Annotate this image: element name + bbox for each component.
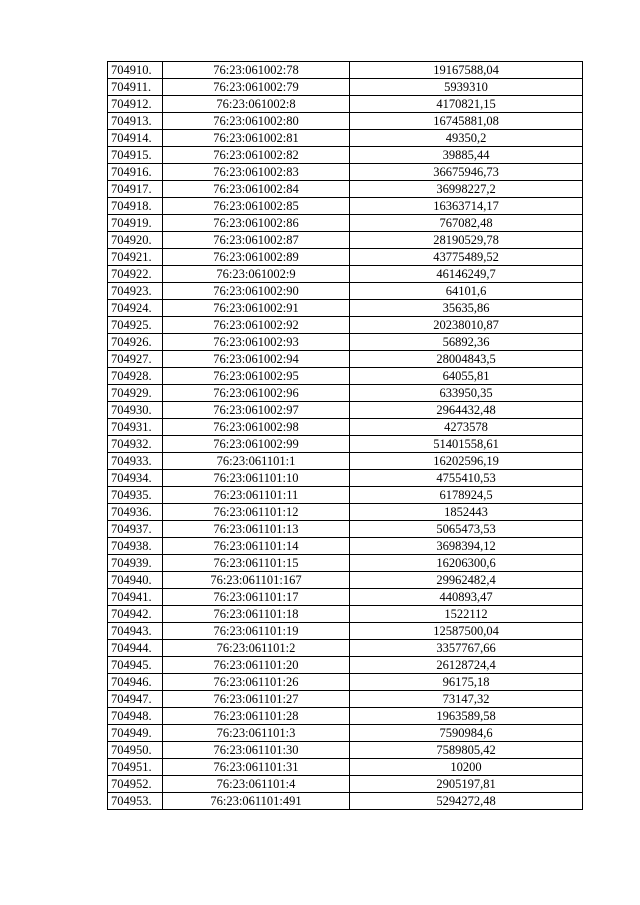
- cadastral-number-cell: 76:23:061101:19: [163, 623, 350, 640]
- cadastral-number-cell: 76:23:061002:82: [163, 147, 350, 164]
- row-number-cell: 704920.: [108, 232, 163, 249]
- table-row: [108, 215, 583, 232]
- cadastral-value-cell: 12587500,04: [350, 623, 583, 640]
- row-number-cell: 704950.: [108, 742, 163, 759]
- cadastral-number-cell: 76:23:061002:96: [163, 385, 350, 402]
- cadastral-value-cell: 4273578: [350, 419, 583, 436]
- row-number-cell: 704917.: [108, 181, 163, 198]
- row-number-cell: 704934.: [108, 470, 163, 487]
- cadastral-number-cell: 76:23:061002:79: [163, 79, 350, 96]
- cadastral-value-cell: 64101,6: [350, 283, 583, 300]
- row-number-cell: 704936.: [108, 504, 163, 521]
- table-row: [108, 419, 583, 436]
- cadastral-number-cell: 76:23:061002:99: [163, 436, 350, 453]
- row-number-cell: 704910.: [108, 62, 163, 79]
- table-row: [108, 385, 583, 402]
- cadastral-value-cell: 5065473,53: [350, 521, 583, 538]
- cadastral-number-cell: 76:23:061101:26: [163, 674, 350, 691]
- cadastral-value-cell: 4170821,15: [350, 96, 583, 113]
- row-number-cell: 704949.: [108, 725, 163, 742]
- cadastral-value-cell: 2905197,81: [350, 776, 583, 793]
- cadastral-value-cell: 73147,32: [350, 691, 583, 708]
- table-row: [108, 793, 583, 810]
- cadastral-number-cell: 76:23:061002:80: [163, 113, 350, 130]
- cadastral-number-cell: 76:23:061002:97: [163, 402, 350, 419]
- cadastral-number-cell: 76:23:061101:27: [163, 691, 350, 708]
- cadastral-number-cell: 76:23:061101:3: [163, 725, 350, 742]
- cadastral-number-cell: 76:23:061002:85: [163, 198, 350, 215]
- table-row: [108, 402, 583, 419]
- row-number-cell: 704941.: [108, 589, 163, 606]
- row-number-cell: 704943.: [108, 623, 163, 640]
- cadastral-value-cell: 19167588,04: [350, 62, 583, 79]
- row-number-cell: 704919.: [108, 215, 163, 232]
- cadastral-value-cell: 633950,35: [350, 385, 583, 402]
- cadastral-number-cell: 76:23:061101:12: [163, 504, 350, 521]
- table-row: [108, 453, 583, 470]
- table-row: [108, 487, 583, 504]
- cadastral-value-cell: 6178924,5: [350, 487, 583, 504]
- row-number-cell: 704932.: [108, 436, 163, 453]
- cadastral-value-cell: 64055,81: [350, 368, 583, 385]
- cadastral-number-cell: 76:23:061101:4: [163, 776, 350, 793]
- cadastral-value-cell: 1963589,58: [350, 708, 583, 725]
- cadastral-value-cell: 36998227,2: [350, 181, 583, 198]
- table-row: [108, 776, 583, 793]
- table-row: [108, 623, 583, 640]
- cadastral-value-cell: 28190529,78: [350, 232, 583, 249]
- cadastral-number-cell: 76:23:061002:93: [163, 334, 350, 351]
- cadastral-number-cell: 76:23:061101:20: [163, 657, 350, 674]
- row-number-cell: 704929.: [108, 385, 163, 402]
- cadastral-value-cell: 7590984,6: [350, 725, 583, 742]
- cadastral-value-cell: 49350,2: [350, 130, 583, 147]
- table-body: [108, 62, 583, 810]
- cadastral-value-cell: 7589805,42: [350, 742, 583, 759]
- cadastral-number-cell: 76:23:061101:14: [163, 538, 350, 555]
- cadastral-value-cell: 3357767,66: [350, 640, 583, 657]
- table-row: [108, 725, 583, 742]
- row-number-cell: 704922.: [108, 266, 163, 283]
- table-row: [108, 317, 583, 334]
- cadastral-value-cell: 5939310: [350, 79, 583, 96]
- table-row: [108, 759, 583, 776]
- cadastral-value-table: [107, 61, 583, 810]
- cadastral-number-cell: 76:23:061002:92: [163, 317, 350, 334]
- row-number-cell: 704912.: [108, 96, 163, 113]
- cadastral-value-cell: 39885,44: [350, 147, 583, 164]
- cadastral-value-cell: 1522112: [350, 606, 583, 623]
- row-number-cell: 704946.: [108, 674, 163, 691]
- cadastral-value-cell: 16745881,08: [350, 113, 583, 130]
- row-number-cell: 704939.: [108, 555, 163, 572]
- table-row: [108, 79, 583, 96]
- cadastral-number-cell: 76:23:061101:30: [163, 742, 350, 759]
- cadastral-number-cell: 76:23:061002:94: [163, 351, 350, 368]
- table-row: [108, 164, 583, 181]
- row-number-cell: 704925.: [108, 317, 163, 334]
- row-number-cell: 704931.: [108, 419, 163, 436]
- cadastral-number-cell: 76:23:061101:18: [163, 606, 350, 623]
- row-number-cell: 704942.: [108, 606, 163, 623]
- cadastral-value-cell: 56892,36: [350, 334, 583, 351]
- table-row: [108, 181, 583, 198]
- table-row: [108, 283, 583, 300]
- table-row: [108, 130, 583, 147]
- cadastral-value-cell: 10200: [350, 759, 583, 776]
- cadastral-value-cell: 4755410,53: [350, 470, 583, 487]
- cadastral-number-cell: 76:23:061002:86: [163, 215, 350, 232]
- table-row: [108, 113, 583, 130]
- cadastral-number-cell: 76:23:061101:491: [163, 793, 350, 810]
- table-row: [108, 300, 583, 317]
- table-row: [108, 334, 583, 351]
- row-number-cell: 704940.: [108, 572, 163, 589]
- row-number-cell: 704951.: [108, 759, 163, 776]
- row-number-cell: 704938.: [108, 538, 163, 555]
- table-row: [108, 538, 583, 555]
- cadastral-value-cell: 5294272,48: [350, 793, 583, 810]
- row-number-cell: 704930.: [108, 402, 163, 419]
- row-number-cell: 704915.: [108, 147, 163, 164]
- table-row: [108, 691, 583, 708]
- table-row: [108, 266, 583, 283]
- row-number-cell: 704926.: [108, 334, 163, 351]
- cadastral-number-cell: 76:23:061101:13: [163, 521, 350, 538]
- cadastral-number-cell: 76:23:061101:28: [163, 708, 350, 725]
- row-number-cell: 704952.: [108, 776, 163, 793]
- table-row: [108, 436, 583, 453]
- cadastral-number-cell: 76:23:061101:31: [163, 759, 350, 776]
- cadastral-number-cell: 76:23:061002:9: [163, 266, 350, 283]
- cadastral-number-cell: 76:23:061002:78: [163, 62, 350, 79]
- row-number-cell: 704927.: [108, 351, 163, 368]
- row-number-cell: 704914.: [108, 130, 163, 147]
- table-row: [108, 198, 583, 215]
- cadastral-value-cell: 43775489,52: [350, 249, 583, 266]
- cadastral-number-cell: 76:23:061002:95: [163, 368, 350, 385]
- cadastral-number-cell: 76:23:061002:84: [163, 181, 350, 198]
- cadastral-number-cell: 76:23:061002:98: [163, 419, 350, 436]
- cadastral-value-cell: 29962482,4: [350, 572, 583, 589]
- row-number-cell: 704924.: [108, 300, 163, 317]
- cadastral-number-cell: 76:23:061101:11: [163, 487, 350, 504]
- cadastral-number-cell: 76:23:061002:91: [163, 300, 350, 317]
- table-row: [108, 555, 583, 572]
- row-number-cell: 704923.: [108, 283, 163, 300]
- cadastral-value-cell: 46146249,7: [350, 266, 583, 283]
- row-number-cell: 704918.: [108, 198, 163, 215]
- table-row: [108, 521, 583, 538]
- cadastral-value-cell: 16206300,6: [350, 555, 583, 572]
- table-row: [108, 249, 583, 266]
- row-number-cell: 704948.: [108, 708, 163, 725]
- cadastral-value-cell: 767082,48: [350, 215, 583, 232]
- cadastral-number-cell: 76:23:061101:167: [163, 572, 350, 589]
- cadastral-number-cell: 76:23:061101:15: [163, 555, 350, 572]
- cadastral-number-cell: 76:23:061002:83: [163, 164, 350, 181]
- table-row: [108, 504, 583, 521]
- cadastral-number-cell: 76:23:061002:89: [163, 249, 350, 266]
- cadastral-number-cell: 76:23:061101:10: [163, 470, 350, 487]
- row-number-cell: 704935.: [108, 487, 163, 504]
- row-number-cell: 704911.: [108, 79, 163, 96]
- cadastral-value-cell: 20238010,87: [350, 317, 583, 334]
- cadastral-value-cell: 440893,47: [350, 589, 583, 606]
- row-number-cell: 704913.: [108, 113, 163, 130]
- table-row: [108, 572, 583, 589]
- cadastral-number-cell: 76:23:061101:17: [163, 589, 350, 606]
- table-row: [108, 368, 583, 385]
- table-row: [108, 640, 583, 657]
- table-row: [108, 470, 583, 487]
- row-number-cell: 704921.: [108, 249, 163, 266]
- cadastral-value-cell: 96175,18: [350, 674, 583, 691]
- cadastral-value-cell: 1852443: [350, 504, 583, 521]
- table-row: [108, 351, 583, 368]
- cadastral-number-cell: 76:23:061002:81: [163, 130, 350, 147]
- table-row: [108, 657, 583, 674]
- row-number-cell: 704933.: [108, 453, 163, 470]
- table-row: [108, 708, 583, 725]
- row-number-cell: 704945.: [108, 657, 163, 674]
- cadastral-number-cell: 76:23:061101:1: [163, 453, 350, 470]
- cadastral-value-cell: 3698394,12: [350, 538, 583, 555]
- cadastral-value-cell: 2964432,48: [350, 402, 583, 419]
- row-number-cell: 704944.: [108, 640, 163, 657]
- cadastral-value-cell: 36675946,73: [350, 164, 583, 181]
- table-row: [108, 674, 583, 691]
- cadastral-value-cell: 16363714,17: [350, 198, 583, 215]
- table-row: [108, 232, 583, 249]
- row-number-cell: 704953.: [108, 793, 163, 810]
- row-number-cell: 704947.: [108, 691, 163, 708]
- cadastral-value-cell: 35635,86: [350, 300, 583, 317]
- row-number-cell: 704928.: [108, 368, 163, 385]
- table-row: [108, 62, 583, 79]
- table-row: [108, 742, 583, 759]
- cadastral-value-cell: 28004843,5: [350, 351, 583, 368]
- cadastral-number-cell: 76:23:061002:8: [163, 96, 350, 113]
- cadastral-value-cell: 16202596,19: [350, 453, 583, 470]
- cadastral-number-cell: 76:23:061002:90: [163, 283, 350, 300]
- cadastral-value-cell: 26128724,4: [350, 657, 583, 674]
- row-number-cell: 704916.: [108, 164, 163, 181]
- cadastral-number-cell: 76:23:061002:87: [163, 232, 350, 249]
- table-row: [108, 606, 583, 623]
- cadastral-value-cell: 51401558,61: [350, 436, 583, 453]
- cadastral-number-cell: 76:23:061101:2: [163, 640, 350, 657]
- row-number-cell: 704937.: [108, 521, 163, 538]
- table-row: [108, 589, 583, 606]
- table-row: [108, 147, 583, 164]
- table-row: [108, 96, 583, 113]
